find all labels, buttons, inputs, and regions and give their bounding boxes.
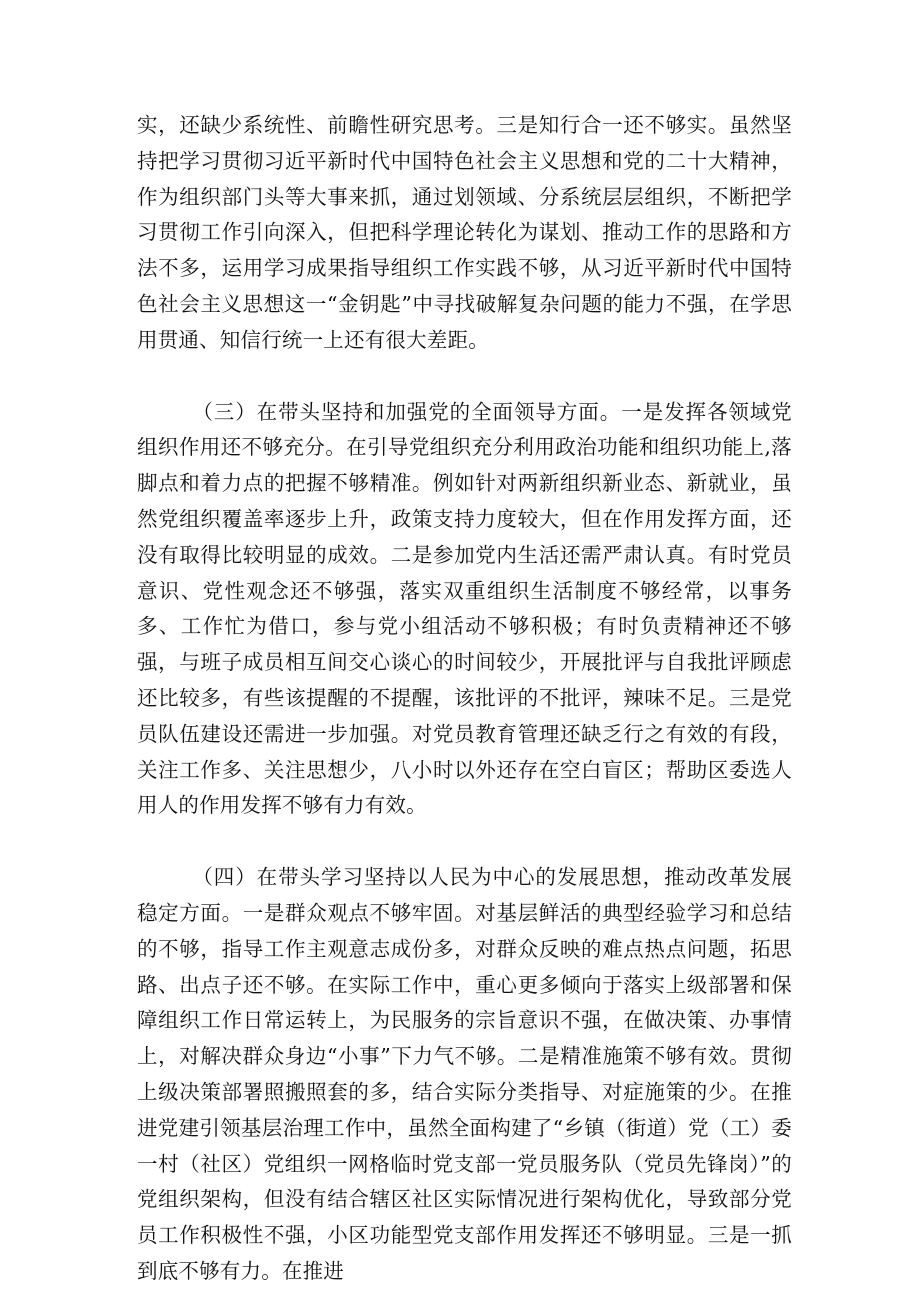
paragraph-continuation: 实，还缺少系统性、前瞻性研究思考。三是知行合一还不够实。虽然坚持把学习贯彻习近平新时代中国特色社会主义思想和党的二十大精神，作为组织部门头等大事来抓，通过划领域、分系统层层组织，不断把学习贯彻工作引向深入，但把科学理论转化为谋划、推动工作的思路和方法不多，运用学习成果指导组织工作实践不够，从习近平新时代中国特色社会主义思想这一“金钥匙”中寻找破解复杂问题的能力不强，在学思用贯通、知信行统一上还有很大差距。 bbox=[137, 113, 792, 352]
paragraph-section-three: （三）在带头坚持和加强党的全面领导方面。一是发挥各领域党组织作用还不够充分。在引导党组织充分利用政治功能和组织功能上,落脚点和着力点的把握不够精准。例如针对两新组织新业态、新就业，虽然党组织覆盖率逐步上升，政策支持力度较大，但在作用发挥方面，还没有取得比较明显的成效。二是参加党内生活还需严肃认真。有时党员意识、党性观念还不够强，落实双重组织生活制度不够经常，以事务多、工作忙为借口，参与党小组活动不够积极；有时负责精神还不够强，与班子成员相互间交心谈心的时间较少，开展批评与自我批评顾虑还比较多，有些该提醒的不提醒，该批评的不批评，辣味不足。三是党员队伍建设还需进一步加强。对党员教育管理还缺乏行之有效的有段，关注工作多、关注思想少，八小时以外还存在空白盲区；帮助区委选人用人的作用发挥不够有力有效。 bbox=[137, 399, 792, 818]
paragraph-gap bbox=[137, 359, 792, 395]
paragraph-section-four: （四）在带头学习坚持以人民为中心的发展思想，推动改革发展稳定方面。一是群众观点不够牢固。对基层鲜活的典型经验学习和总结的不够，指导工作主观意志成份多，对群众反映的难点热点问题，拓思路、出点子还不够。在实际工作中，重心更多倾向于落实上级部署和保障组织工作日常运转上，为民服务的宗旨意识不强，在做决策、办事情上，对解决群众身边“小事”下力气不够。二是精准施策不够有效。贯彻上级决策部署照搬照套的多，结合实际分类指导、对症施策的少。在推进党建引领基层治理工作中，虽然全面构建了“乡镇（街道）党（工）委一村（社区）党组织一网格临时党支部一党员服务队（党员先锋岗）”的党组织架构，但没有结合辖区社区实际情况进行架构优化，导致部分党员工作积极性不强，小区功能型党支部作用发挥还不够明显。三是一抓到底不够有力。在推进 bbox=[137, 865, 792, 1283]
paragraph-gap bbox=[137, 824, 792, 860]
document-page bbox=[137, 108, 792, 1290]
